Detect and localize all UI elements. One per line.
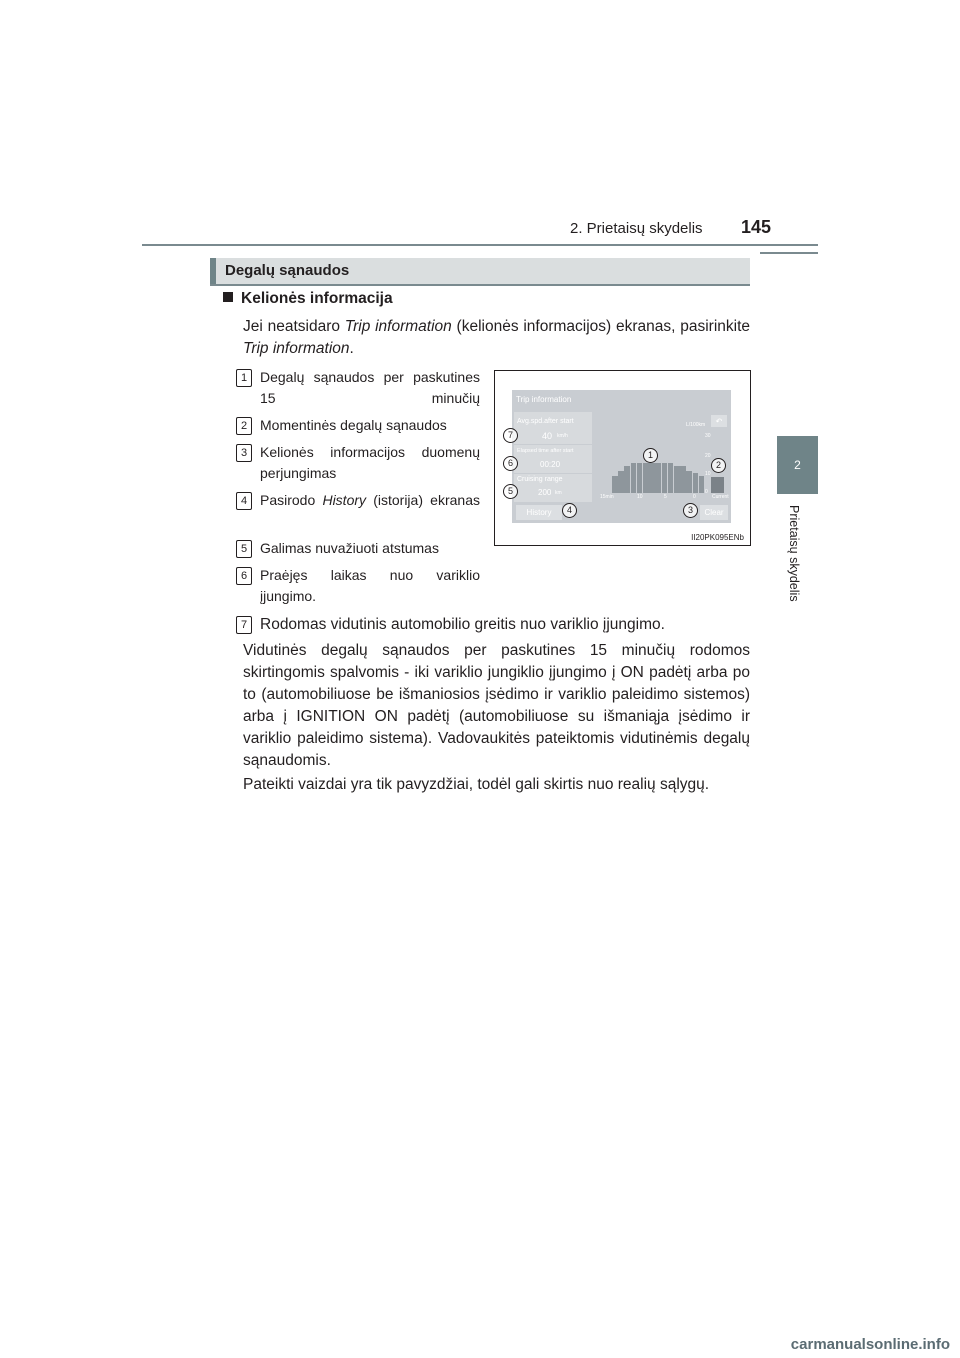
x-tick: 10 — [637, 494, 643, 500]
item-text: Rodomas vidutinis automobilio greitis nuo variklio įjungimo. — [260, 616, 665, 633]
fuel-history-bar — [674, 466, 680, 494]
fuel-history-bar — [624, 466, 630, 494]
callout-5: 5 — [503, 484, 518, 499]
callout-2: 2 — [711, 458, 726, 473]
fuel-history-bar — [668, 463, 674, 493]
avg-speed-value: 40 — [542, 431, 553, 441]
item-text: Kelionės informacijos duomenų perjungimas — [260, 444, 480, 481]
item-text-pre: Pasirodo — [260, 492, 323, 508]
screen-title: Trip information — [516, 395, 572, 404]
average-paragraph: Vidutinės degalų sąnaudos per paskutines 15 minučių rodomos skirtingomis spalvomis - iki variklio jungiklio įjungimo į ON padėtį arba po to (automobiliuose be išmaniosios įsėdimo ir variklio paleidimo sistemos) arba į IGNITION ON padėtį (automobiliuose su išmaniąja įsėdimo ir variklio paleidimo sistema). Vadovaukitės pateiktomis vidutinėmis degalų sąnaudomis. — [243, 642, 750, 769]
fuel-history-bar — [693, 473, 699, 493]
fuel-history-bar — [631, 463, 637, 493]
item-number: 1 — [236, 369, 252, 387]
note-paragraph: Pateikti vaizdai yra tik pavyzdžiai, todėl gali skirtis nuo realių sąlygų. — [243, 776, 710, 793]
item-number: 7 — [236, 616, 252, 634]
item-number: 2 — [236, 417, 252, 435]
fuel-history-bar — [612, 476, 618, 494]
y-tick: 30 — [705, 433, 711, 439]
footer-watermark: carmanualsonline.info — [790, 1336, 950, 1353]
chapter-label — [787, 505, 803, 625]
current-label: Current — [712, 494, 729, 500]
item-text-post: (istorija) ekranas — [366, 492, 480, 508]
y-tick: 10 — [705, 471, 711, 477]
intro-term-2: Trip information — [243, 340, 350, 357]
fuel-history-bar — [662, 463, 668, 493]
item-number: 5 — [236, 540, 252, 558]
item-text — [260, 490, 480, 511]
fuel-history-bar — [680, 466, 686, 494]
list-item — [236, 415, 480, 436]
item-text-em: History — [322, 492, 367, 508]
figure-code: II20PK095ENb — [691, 533, 744, 542]
x-tick: 5 — [664, 494, 667, 500]
list-item — [236, 614, 750, 636]
header-rule — [142, 244, 818, 246]
cruising-range-unit: km — [555, 490, 562, 496]
item-text: Degalų sąnaudos per paskutines 15 minučių — [260, 369, 480, 406]
x-tick: 15min — [600, 494, 614, 500]
history-button[interactable]: History — [516, 505, 562, 520]
callout-3: 3 — [683, 503, 698, 518]
subheading — [223, 290, 393, 308]
list-item — [236, 442, 480, 484]
avg-speed-unit: km/h — [557, 433, 568, 439]
section-title: Degalų sąnaudos — [225, 262, 350, 279]
fuel-history-bar — [699, 476, 705, 494]
cruising-range-value: 200 — [538, 488, 552, 497]
fuel-history-bar — [643, 463, 649, 493]
callout-1: 1 — [643, 448, 658, 463]
callout-6: 6 — [503, 456, 518, 471]
item-number: 3 — [236, 444, 252, 462]
header-section-title: 2. Prietaisų skydelis — [570, 220, 703, 237]
intro-text-3: . — [349, 340, 354, 357]
square-bullet-icon — [223, 292, 233, 302]
current-consumption-bar — [711, 477, 724, 493]
intro-term-1: Trip information — [344, 318, 452, 335]
fuel-history-bar — [649, 463, 655, 493]
section-accent — [210, 258, 216, 284]
item-text: Praėjęs laikas nuo variklio įjungimo. — [260, 567, 480, 604]
callout-4: 4 — [562, 503, 577, 518]
item-text: Momentinės degalų sąnaudos — [260, 417, 447, 433]
avg-speed-label: Avg.spd.after start — [517, 418, 574, 425]
fuel-history-bar — [618, 471, 624, 494]
list-item — [236, 565, 480, 607]
fuel-history-bar — [686, 471, 692, 494]
section-heading-bar — [210, 258, 750, 286]
list-item — [236, 367, 480, 409]
chapter-tab: 2 — [777, 436, 818, 494]
item-number: 4 — [236, 492, 252, 510]
subheading-text: Kelionės informacija — [241, 290, 393, 307]
list-item — [236, 490, 480, 511]
callout-7: 7 — [503, 428, 518, 443]
cruising-range-label: Cruising range — [517, 476, 563, 483]
side-rule — [760, 252, 818, 254]
elapsed-time-value: 00:20 — [540, 460, 561, 469]
clear-button[interactable]: Clear — [700, 505, 728, 520]
avg-speed-tile[interactable] — [514, 412, 592, 444]
item-number: 6 — [236, 567, 252, 585]
list-item — [236, 538, 480, 559]
back-arrow-icon: ↶ — [715, 416, 723, 426]
chapter-label-text: Prietaisų skydelis — [787, 505, 801, 602]
x-tick: 0 — [693, 494, 696, 500]
fuel-history-bar — [655, 463, 661, 493]
intro-text-2: (kelionės informacijos) ekranas, pasirinkite — [451, 318, 750, 335]
intro-text-1: Jei neatsidaro — [243, 318, 345, 335]
unit-label: L/100km — [686, 422, 706, 428]
fuel-history-bar — [637, 463, 643, 493]
y-tick: 20 — [705, 453, 711, 459]
back-button[interactable] — [711, 415, 727, 427]
elapsed-time-label: Elapsed time after start — [517, 448, 574, 454]
trip-info-figure — [494, 370, 751, 546]
y-tick: 0 — [705, 489, 708, 495]
page-number: 145 — [741, 217, 772, 237]
intro-paragraph — [243, 316, 750, 360]
item-text: Galimas nuvažiuoti atstumas — [260, 540, 439, 556]
trip-info-screen — [512, 390, 731, 523]
